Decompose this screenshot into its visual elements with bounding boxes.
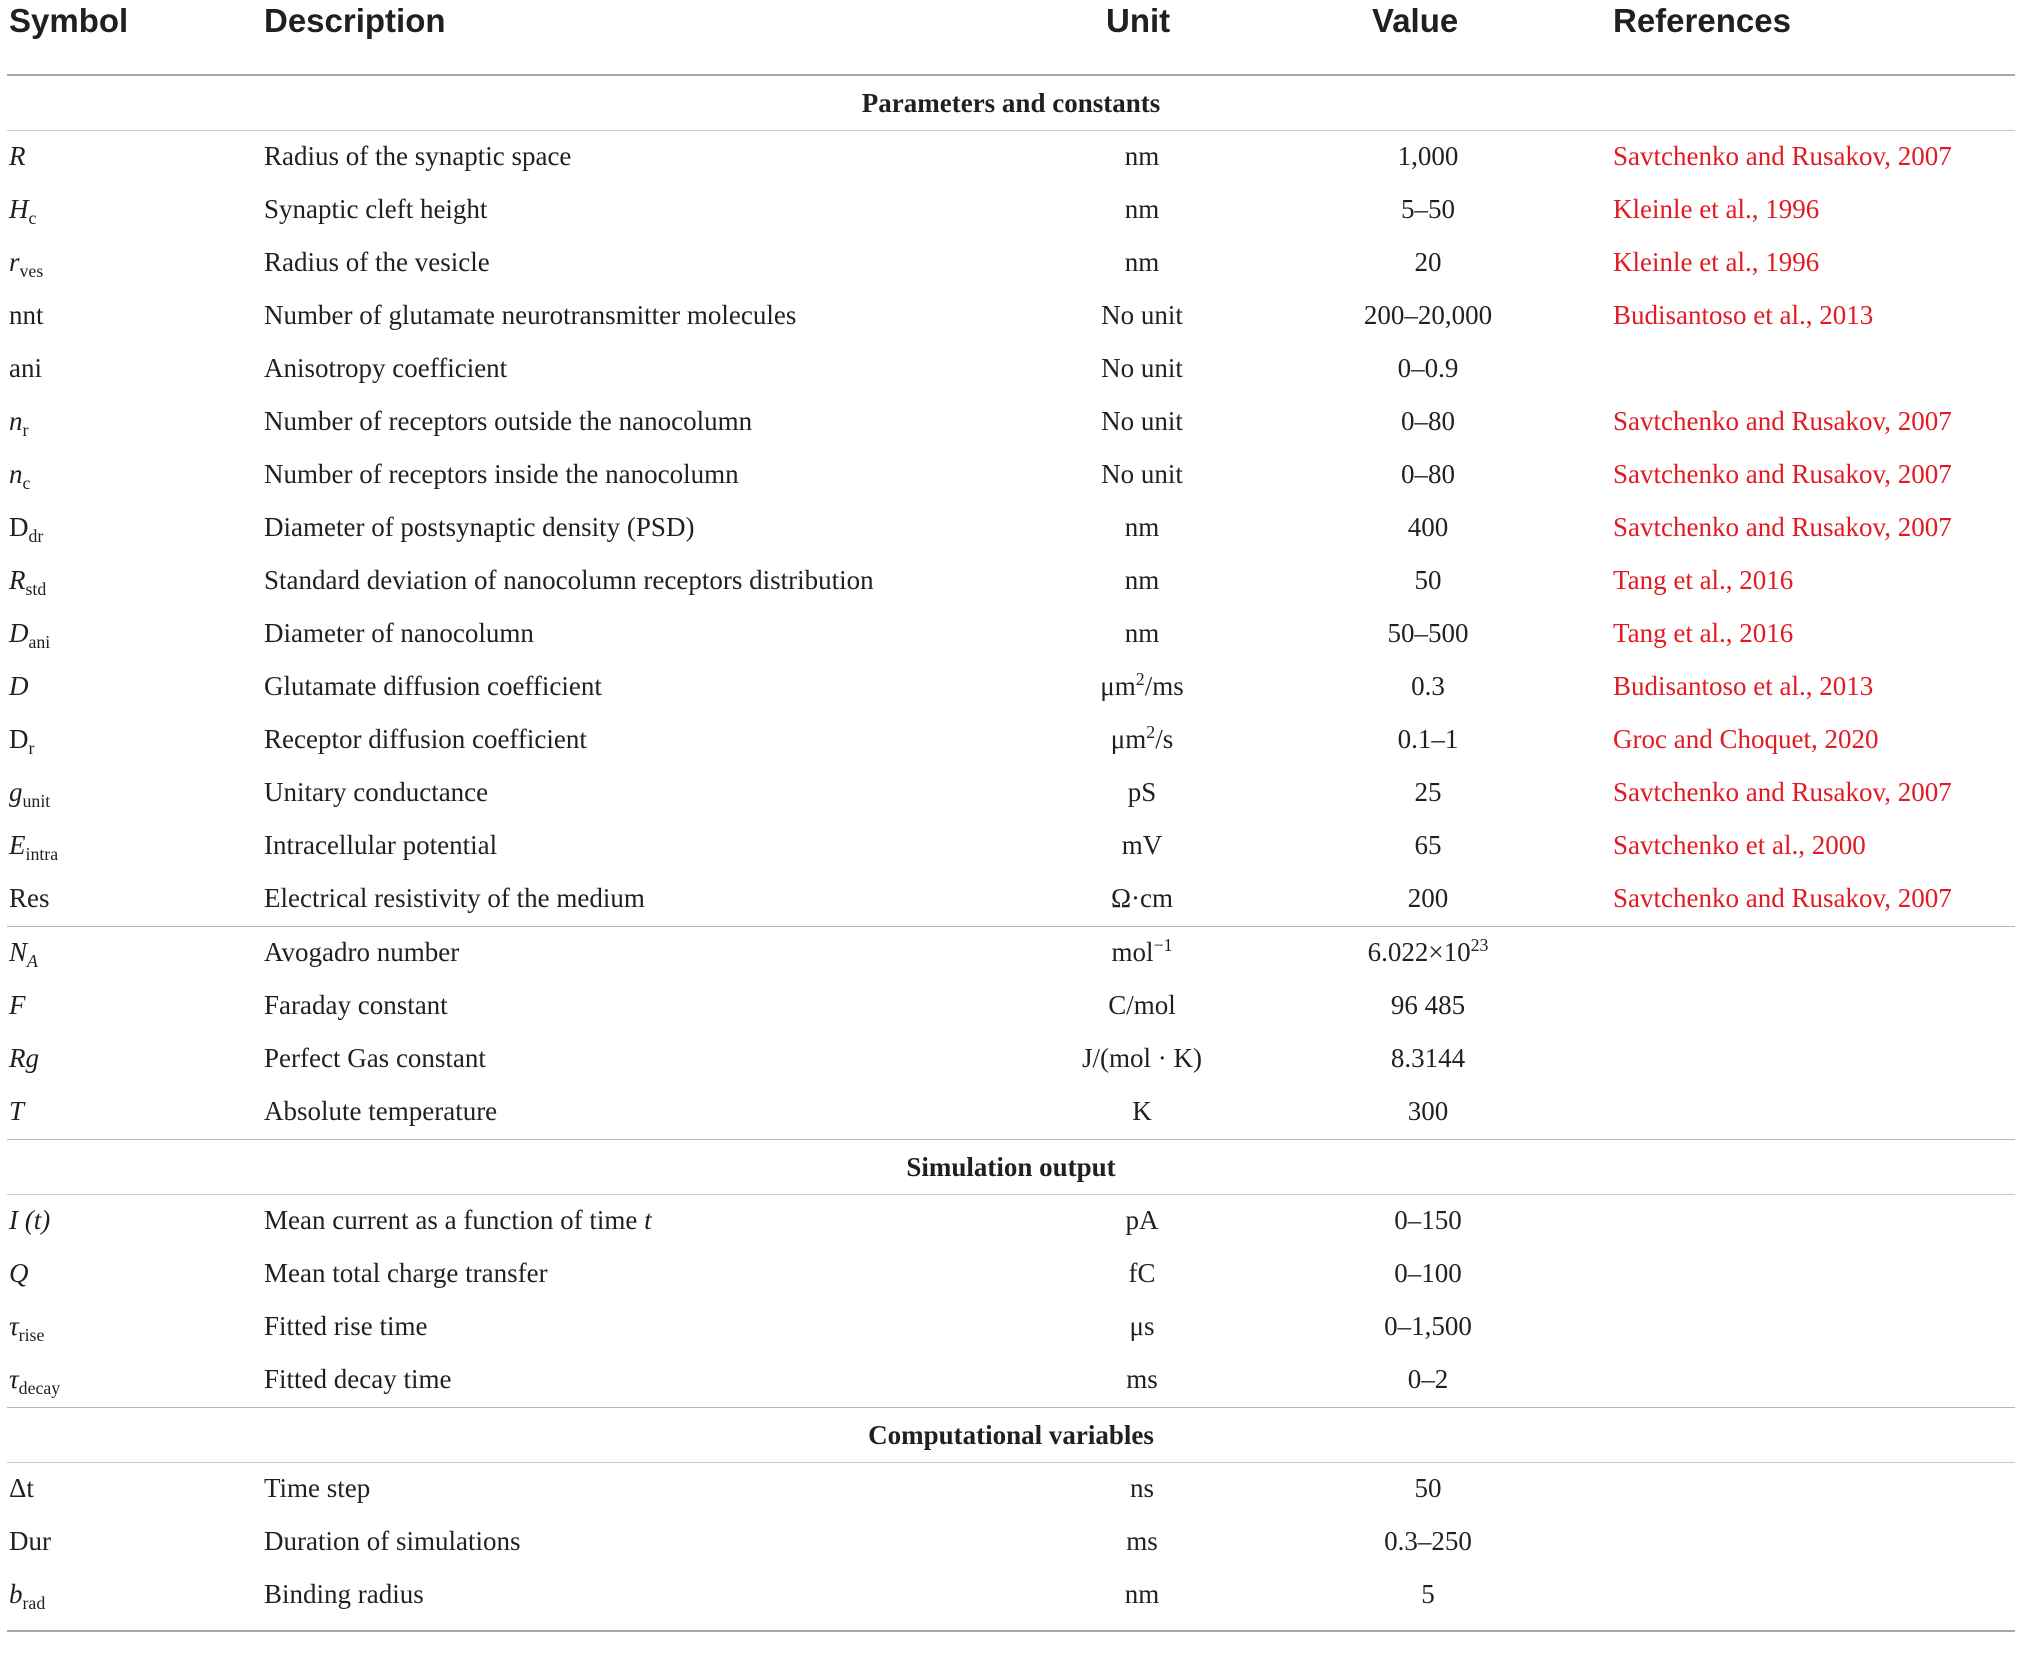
- reference-link[interactable]: Kleinle et al., 1996: [1613, 247, 1820, 277]
- unit-exponent: 2: [1135, 669, 1145, 690]
- table-row: [7, 1354, 2015, 1408]
- symbol-cell: [9, 512, 44, 547]
- symbol-cell: [9, 565, 47, 600]
- header-value: Value: [1372, 2, 1459, 39]
- table-row: [7, 237, 2015, 290]
- table-row: [7, 396, 2015, 449]
- unit-cell: $\mu m^2/s$: [1110, 722, 1174, 754]
- table-row: [7, 1248, 2015, 1301]
- symbol-subscript: rad: [22, 1593, 46, 1614]
- unit-exponent: −1: [1153, 935, 1173, 956]
- table-row: [7, 767, 2015, 820]
- value-cell: 50–500: [1387, 618, 1469, 648]
- value-cell: $6.022\times 10^{23}$: [1367, 935, 1489, 967]
- symbol-cell: [9, 1526, 51, 1557]
- symbol-subscript: c: [22, 473, 31, 494]
- symbol-cell: [9, 830, 59, 865]
- unit-cell: ns: [1129, 1473, 1154, 1503]
- unit-cell: nm: [1124, 618, 1160, 648]
- header-description: Description: [264, 2, 446, 39]
- symbol-text: g: [9, 777, 23, 807]
- value-cell: 25: [1414, 777, 1442, 807]
- value-cell: 200–20,000: [1363, 300, 1493, 330]
- symbol-subscript: intra: [25, 844, 59, 865]
- symbol-text: H: [9, 194, 29, 224]
- table-row: [7, 131, 2015, 184]
- symbol-text: n: [9, 406, 23, 436]
- description-cell: Fitted rise time: [264, 1311, 428, 1341]
- description-cell: Time step: [264, 1473, 371, 1503]
- description-cell: Absolute temperature: [264, 1096, 498, 1126]
- unit-cell: No unit: [1101, 406, 1183, 436]
- reference-link[interactable]: Tang et al., 2016: [1613, 565, 1794, 595]
- table-row: [7, 927, 2015, 980]
- unit-cell: μs: [1129, 1311, 1155, 1341]
- value-cell: 0–2: [1407, 1364, 1449, 1394]
- symbol-text: D: [9, 671, 29, 701]
- description-cell: Radius of the synaptic space: [264, 141, 572, 171]
- table-body: [7, 76, 2015, 1622]
- value-cell: 96 485: [1390, 990, 1466, 1020]
- symbol-subscript: r: [22, 420, 29, 441]
- symbol-cell: [9, 300, 44, 331]
- unit-cell: K: [1132, 1096, 1152, 1126]
- reference-link[interactable]: Savtchenko and Rusakov, 2007: [1613, 777, 1952, 807]
- description-cell: Glutamate diffusion coefficient: [264, 671, 602, 701]
- value-cell: 5–50: [1401, 194, 1455, 224]
- value-cell: 0–100: [1394, 1258, 1462, 1288]
- symbol-cell: [9, 1205, 50, 1236]
- unit-cell: Ω·cm: [1110, 883, 1174, 913]
- symbol-text: N: [9, 937, 28, 967]
- table-row: [7, 290, 2015, 343]
- description-cell: Mean total charge transfer: [264, 1258, 548, 1288]
- value-cell: 8.3144: [1390, 1043, 1466, 1073]
- symbol-text: ani: [9, 353, 42, 383]
- table-row: [7, 1033, 2015, 1086]
- description-cell: Electrical resistivity of the medium: [264, 883, 645, 913]
- table-row: [7, 184, 2015, 237]
- unit-cell: mol$^{-1}$: [1111, 935, 1173, 967]
- symbol-text: τ: [9, 1311, 19, 1341]
- section-title: Simulation output: [7, 1140, 2015, 1195]
- symbol-cell: [9, 937, 38, 972]
- unit-cell: No unit: [1101, 353, 1183, 383]
- symbol-text: E: [9, 830, 26, 860]
- value-cell: 50: [1414, 1473, 1442, 1503]
- symbol-text: R: [9, 141, 26, 171]
- symbol-subscript: std: [25, 579, 47, 600]
- symbol-text: D: [9, 512, 29, 542]
- unit-cell: nm: [1124, 1579, 1160, 1609]
- symbol-subscript: decay: [18, 1378, 61, 1399]
- reference-link[interactable]: Tang et al., 2016: [1613, 618, 1794, 648]
- symbol-cell: [9, 1258, 29, 1289]
- value-cell: 300: [1407, 1096, 1449, 1126]
- description-cell: Anisotropy coefficient: [264, 353, 508, 383]
- symbol-subscript: A: [27, 951, 38, 972]
- unit-cell: No unit: [1101, 300, 1183, 330]
- description-cell: Number of receptors inside the nanocolumn: [264, 459, 739, 489]
- header-references: References: [1613, 2, 1791, 39]
- reference-link[interactable]: Groc and Choquet, 2020: [1613, 724, 1879, 754]
- symbol-cell: [9, 141, 26, 172]
- table-row: [7, 502, 2015, 555]
- value-cell: 1,000: [1397, 141, 1459, 171]
- table-row: [7, 980, 2015, 1033]
- symbol-cell: [9, 353, 42, 384]
- table-row: [7, 1569, 2015, 1622]
- unit-cell: nm: [1124, 512, 1160, 542]
- unit-cell: mV: [1121, 830, 1163, 860]
- table-row: [7, 555, 2015, 608]
- value-cell: 200: [1407, 883, 1449, 913]
- table-header-row: [7, 0, 2015, 76]
- symbol-cell: [9, 194, 37, 229]
- symbol-text: F: [9, 990, 26, 1020]
- description-cell: Radius of the vesicle: [264, 247, 490, 277]
- symbol-text: τ: [9, 1364, 19, 1394]
- symbol-cell: [9, 618, 51, 653]
- table-row: [7, 343, 2015, 396]
- table-row: [7, 714, 2015, 767]
- symbol-text: r: [9, 247, 20, 277]
- description-cell: Perfect Gas constant: [264, 1043, 486, 1073]
- table-row: [7, 873, 2015, 927]
- reference-link[interactable]: Savtchenko and Rusakov, 2007: [1613, 406, 1952, 436]
- symbol-subscript: unit: [22, 791, 51, 812]
- description-cell: Avogadro number: [264, 937, 460, 967]
- value-cell: 50: [1414, 565, 1442, 595]
- unit-cell: C/mol: [1108, 990, 1176, 1020]
- symbol-text: D: [9, 724, 29, 754]
- unit-cell: $\mu m^2/ms$: [1100, 669, 1184, 701]
- reference-link[interactable]: Savtchenko and Rusakov, 2007: [1613, 512, 1952, 542]
- symbol-cell: [9, 1364, 61, 1399]
- symbol-subscript: ves: [19, 261, 44, 282]
- symbol-text: D: [9, 618, 29, 648]
- symbol-subscript: dr: [28, 526, 44, 547]
- symbol-cell: [9, 883, 50, 914]
- parameter-table: [7, 0, 2015, 1632]
- description-cell: Duration of simulations: [264, 1526, 521, 1556]
- symbol-text: b: [9, 1579, 23, 1609]
- table-row: [7, 1301, 2015, 1354]
- symbol-cell: [9, 406, 29, 441]
- unit-cell: nm: [1124, 194, 1160, 224]
- reference-link[interactable]: Savtchenko and Rusakov, 2007: [1613, 883, 1952, 913]
- value-cell: 5: [1421, 1579, 1435, 1609]
- section-title: Parameters and constants: [7, 76, 2015, 131]
- symbol-cell: [9, 777, 51, 812]
- reference-link[interactable]: Budisantoso et al., 2013: [1613, 671, 1874, 701]
- value-cell: 400: [1407, 512, 1449, 542]
- table-row: [7, 1195, 2015, 1248]
- value-cell: 0–1,500: [1384, 1311, 1472, 1341]
- table-bottom-rule: [7, 1630, 2015, 1632]
- unit-cell: J/(mol · K): [1082, 1043, 1202, 1073]
- symbol-cell: [9, 990, 26, 1021]
- unit-cell: ms: [1126, 1364, 1158, 1394]
- value-cell: 0–80: [1401, 406, 1455, 436]
- value-cell: 0.3: [1411, 671, 1445, 701]
- value-cell: 0–150: [1394, 1205, 1462, 1235]
- symbol-text: T: [9, 1096, 25, 1126]
- unit-cell: nm: [1124, 565, 1160, 595]
- symbol-text: n: [9, 459, 23, 489]
- table-row: [7, 1516, 2015, 1569]
- symbol-text: R: [9, 565, 26, 595]
- unit-exponent: 2: [1146, 722, 1156, 743]
- reference-link[interactable]: Budisantoso et al., 2013: [1613, 300, 1874, 330]
- unit-cell: nm: [1124, 141, 1160, 171]
- symbol-cell: [9, 724, 35, 759]
- description-cell: Diameter of nanocolumn: [264, 618, 534, 648]
- symbol-subscript: rise: [18, 1325, 45, 1346]
- unit-cell: nm: [1124, 247, 1160, 277]
- table-row: [7, 1463, 2015, 1516]
- description-cell: Binding radius: [264, 1579, 424, 1609]
- symbol-cell: [9, 671, 29, 702]
- value-cell: 65: [1414, 830, 1442, 860]
- description-cell: Diameter of postsynaptic density (PSD): [264, 512, 695, 542]
- symbol-text: Res: [9, 883, 50, 913]
- value-exponent: 23: [1470, 935, 1489, 956]
- description-cell: Number of glutamate neurotransmitter molecules: [264, 300, 797, 330]
- description-cell: Mean current as a function of time t: [264, 1205, 652, 1235]
- reference-link[interactable]: Savtchenko and Rusakov, 2007: [1613, 141, 1952, 171]
- value-cell: 20: [1414, 247, 1442, 277]
- description-cell: Number of receptors outside the nanocolumn: [264, 406, 753, 436]
- header-unit: Unit: [1106, 2, 1171, 39]
- unit-cell: pA: [1125, 1205, 1159, 1235]
- value-cell: 0–80: [1401, 459, 1455, 489]
- table-row: [7, 661, 2015, 714]
- symbol-cell: [9, 1096, 24, 1127]
- reference-link[interactable]: Savtchenko et al., 2000: [1613, 830, 1866, 860]
- symbol-cell: [9, 459, 31, 494]
- symbol-text: nnt: [9, 300, 44, 330]
- description-cell: Receptor diffusion coefficient: [264, 724, 587, 754]
- unit-cell: ms: [1126, 1526, 1158, 1556]
- symbol-cell: [9, 1043, 39, 1074]
- symbol-text: Dur: [9, 1526, 51, 1556]
- value-cell: 0–0.9: [1397, 353, 1459, 383]
- unit-cell: No unit: [1101, 459, 1183, 489]
- description-variable: t: [644, 1205, 652, 1235]
- description-cell: Faraday constant: [264, 990, 448, 1020]
- header-symbol: Symbol: [9, 2, 129, 39]
- unit-cell: pS: [1127, 777, 1157, 807]
- table-row: [7, 1086, 2015, 1140]
- description-cell: Intracellular potential: [264, 830, 498, 860]
- value-cell: 0.3–250: [1384, 1526, 1472, 1556]
- symbol-cell: [9, 1311, 45, 1346]
- reference-link[interactable]: Kleinle et al., 1996: [1613, 194, 1820, 224]
- symbol-cell: [9, 247, 44, 282]
- symbol-cell: [9, 1473, 34, 1504]
- description-cell: Synaptic cleft height: [264, 194, 488, 224]
- description-cell: Standard deviation of nanocolumn receptors distribution: [264, 565, 874, 595]
- symbol-text: I (t): [9, 1205, 51, 1235]
- reference-link[interactable]: Savtchenko and Rusakov, 2007: [1613, 459, 1952, 489]
- symbol-text: Q: [9, 1258, 29, 1288]
- value-cell: 0.1–1: [1397, 724, 1459, 754]
- symbol-subscript: c: [28, 208, 37, 229]
- table-row: [7, 820, 2015, 873]
- section-title: Computational variables: [7, 1408, 2015, 1463]
- symbol-cell: [9, 1579, 46, 1614]
- symbol-subscript: r: [28, 738, 35, 759]
- table-row: [7, 608, 2015, 661]
- table-row: [7, 449, 2015, 502]
- symbol-text: Rg: [9, 1043, 39, 1073]
- description-cell: Unitary conductance: [264, 777, 489, 807]
- unit-cell: fC: [1128, 1258, 1156, 1288]
- symbol-subscript: ani: [28, 632, 51, 653]
- description-cell: Fitted decay time: [264, 1364, 452, 1394]
- symbol-text: Δt: [9, 1473, 34, 1503]
